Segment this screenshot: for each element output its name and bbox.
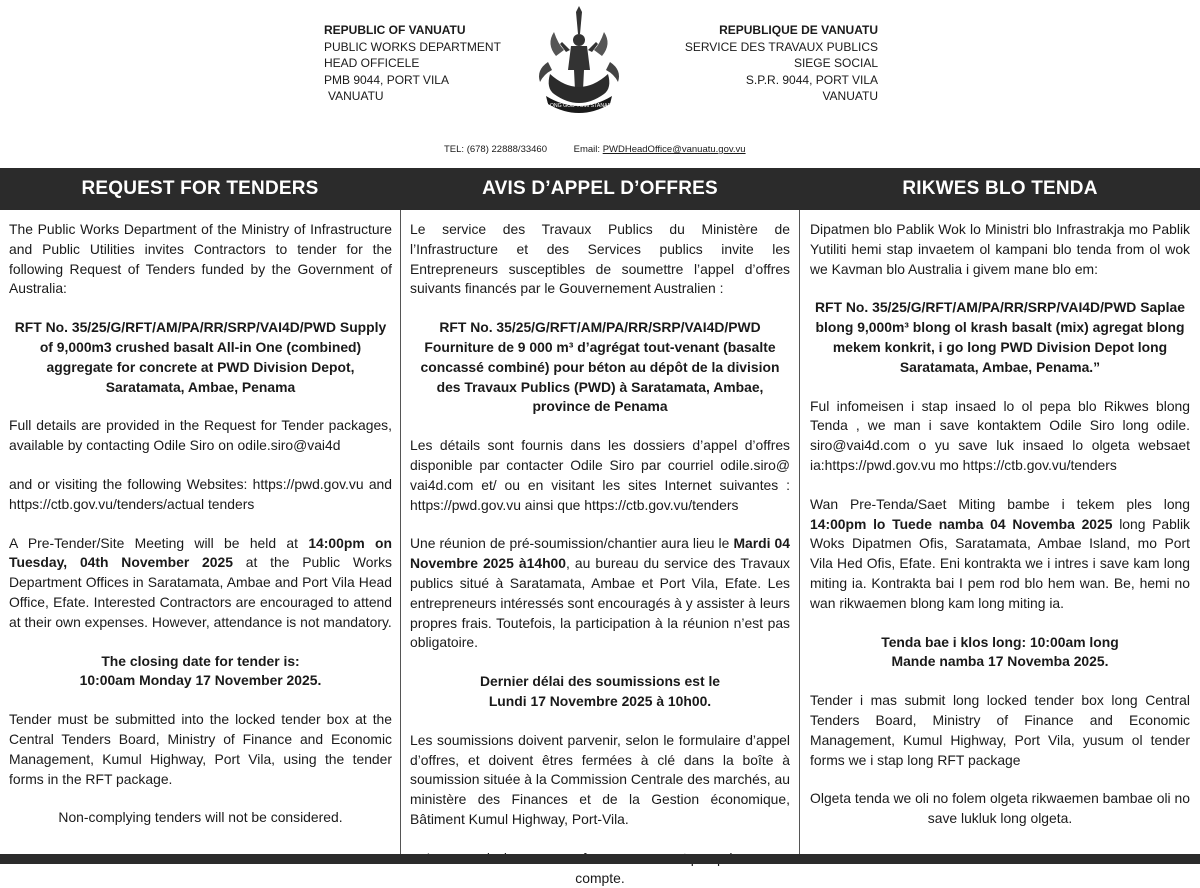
closing-date: The closing date for tender is: 10:00am Monday 17 November 2025. <box>79 652 322 689</box>
office-name-en: HEAD OFFICELE <box>324 56 420 70</box>
bottom-border <box>0 854 1200 864</box>
republic-name-fr: REPUBLIQUE DE VANUATU <box>719 23 878 37</box>
bislama-column <box>800 210 1200 854</box>
rft-title: RFT No. 35/25/G/RFT/AM/PA/RR/SRP/VAI4D/PWD Saplae blong 9,000m³ blong ol krash basalt (mix) agregat blong mekem konkrit, i go long PWD Division Depot long Saratamata, Ambae, Penama.” <box>815 299 1185 375</box>
rft-title: RFT No. 35/25/G/RFT/AM/PA/RR/SRP/VAI4D/PWD Supply of 9,000m3 crushed basalt All-in One (combined) aggregate for concrete at PWD Division Depot, Saratamata, Ambae, Penama <box>14 319 387 395</box>
department-name-fr: SERVICE DES TRAVAUX PUBLICS <box>684 39 878 54</box>
closing-date: Dernier délai des soumissions est le Lundi 17 Novembre 2025 à 10h00. <box>479 673 721 709</box>
department-name-en: PUBLIC WORKS DEPARTMENT <box>324 39 501 54</box>
notice-columns <box>0 210 1200 886</box>
details-paragraph: Les détails sont fournis dans les dossiers d’appel d’offres disponible par contacter Odile Siro par courriel odile.siro@ vai4d.com et/ ou en visitant les sites Internet suivantes : https://pwd.gov.vu ainsi que https://ctb.gov.vu/tenders <box>410 437 790 513</box>
section-title-banner <box>0 168 1200 210</box>
vanuatu-coat-of-arms-emblem <box>526 4 632 116</box>
title-french: AVIS D’APPEL D’OFFRES <box>482 178 718 199</box>
intro-paragraph: Dipatmen blo Pablik Wok lo Ministri blo Infrastrakja mo Pablik Yutiliti hemi stap invaetem ol kampani blo tenda from ol wok we Kavman blo Australia i givem mane blo em: <box>810 221 1190 277</box>
meeting-paragraph: Une réunion de pré-soumission/chantier aura lieu le Mardi 04 Novembre 2025 à14h00, au bureau du service des Travaux publics situé à Saratamata, Ambae et Port Vila, Efate. Les entrepreneurs intéressés sont encouragés à y assister à leurs propres frais. Toutefois, la participation à la réunion n’est pas obligatoire. <box>410 535 791 651</box>
country-fr: VANUATU <box>822 89 878 103</box>
details-paragraph: Ful infomeisen i stap insaed lo ol pepa blo Rikwes blong Tenda , we man i save kontaktem Odile Siro long odile. siro@vai4d.com o yu save luk insaed lo olgeta websaet ia:https://pwd.gov.vu mo https://ctb.gov.vu/tenders <box>810 397 1190 473</box>
svg-text:LONG GOD YUMI STANAP: LONG GOD YUMI STANAP <box>546 103 612 109</box>
english-address-block <box>324 22 501 105</box>
closing-date: Tenda bae i klos long: 10:00am long Mande namba 17 Novemba 2025. <box>881 633 1119 670</box>
intro-paragraph: The Public Works Department of the Ministry of Infrastructure and Public Utilities invites Contractors to tender for the following Request of Tenders funded by the Government of Australia: <box>9 221 392 297</box>
details-paragraph: Full details are provided in the Request for Tender packages, available by contacting Odile Siro on odile.siro@vai4d <box>9 417 392 454</box>
noncompliance-note: compte. <box>575 869 625 886</box>
english-column <box>0 210 400 854</box>
noncompliance-note: Non-complying tenders will not be considered. <box>58 809 343 826</box>
meeting-paragraph: Wan Pre-Tenda/Saet Miting bambe i tekem ples long 14:00pm lo Tuede namba 04 Novemba 2025 long Pablik Woks Dipatmen Ofis, Saratamata, Ambae Island, mo Port Vila Hed Ofis, Efate. Eni kontrakta we i intres i save kam long miting ia. Kontrakta bai I pem rod blo hem wan. Be, hemi no wan rikwaemen blong kam long miting ia. <box>810 495 1190 611</box>
meeting-paragraph: A Pre-Tender/Site Meeting will be held at 14:00pm on Tuesday, 04th November 2025 at the Public Works Department Offices in Saratamata, Ambae and Port Vila Head Office, Efate. Interested Contractors are encouraged to attend at their own expenses. However, attendance is not mandatory. <box>9 534 392 630</box>
postal-address-en: PMB 9044, PORT VILA <box>324 72 449 87</box>
republic-name-en: REPUBLIC OF VANUATU <box>324 23 466 37</box>
submission-paragraph: Tender i mas submit long locked tender box long Central Tenders Board, Ministry of Finance and Economic Management, Kumul Highway, Port Vila, yusum ol tender forms we i stap long RFT package <box>810 692 1190 768</box>
submission-paragraph: Les soumissions doivent parvenir, selon le formulaire d’appel d’offres, et doivent êtres fermées à clé dans la boîte à soumission située à la Commission Centrale des marchés, au ministère des Finances et de la Gestion économique, Bâtiment Kumul Highway, Port-Vila. <box>410 731 790 827</box>
contact-line <box>444 144 746 155</box>
submission-paragraph: Tender must be submitted into the locked tender box at the Central Tenders Board, Ministry of Finance and Economic Management, Kumul Highway, Port Vila, using the tender forms in the RFT package. <box>9 711 392 787</box>
meeting-datetime: 14:00pm on Tuesday, 04th November 2025 <box>9 534 392 571</box>
intro-paragraph: Le service des Travaux Publics du Ministère de l’Infrastructure et des Services publics invite les Entrepreneurs susceptibles de soumettre l’appel d’offres suivants financés par le Gouvernement Australien : <box>410 221 790 297</box>
letterhead <box>0 0 1200 168</box>
meeting-datetime: 14:00pm lo Tuede namba 04 Novemba 2025 <box>810 515 1113 532</box>
country-en: VANUATU <box>328 89 384 103</box>
title-english: REQUEST FOR TENDERS <box>81 178 319 199</box>
email-label: Email: <box>573 144 601 155</box>
noncompliance-note: Olgeta tenda we oli no folem olgeta rikwaemen bambae oli no save lukluk long olgeta. <box>810 790 1190 827</box>
email-link[interactable]: PWDHeadOffice@vanuatu.gov.vu <box>602 144 746 155</box>
postal-address-fr: S.P.R. 9044, PORT VILA <box>745 72 878 87</box>
rft-title: RFT No. 35/25/G/RFT/AM/PA/RR/SRP/VAI4D/PWD Fourniture de 9 000 m³ d’agrégat tout-venant (basalte concassé combiné) pour béton au dépôt de la division des Travaux Publics (PWD) à Saratamata, Ambae, province de Penama <box>420 319 780 415</box>
title-bislama: RIKWES BLO TENDA <box>902 178 1098 199</box>
french-column <box>400 210 800 886</box>
meeting-datetime: Mardi 04 Novembre 2025 à14h00 <box>410 535 791 572</box>
telephone: TEL: (678) 22888/33460 <box>444 144 547 155</box>
office-name-fr: SIEGE SOCIAL <box>793 56 878 70</box>
websites-paragraph: and or visiting the following Websites: https://pwd.gov.vu and https://ctb.gov.vu/tenders/actual tenders <box>9 475 392 512</box>
french-address-block <box>685 22 878 105</box>
